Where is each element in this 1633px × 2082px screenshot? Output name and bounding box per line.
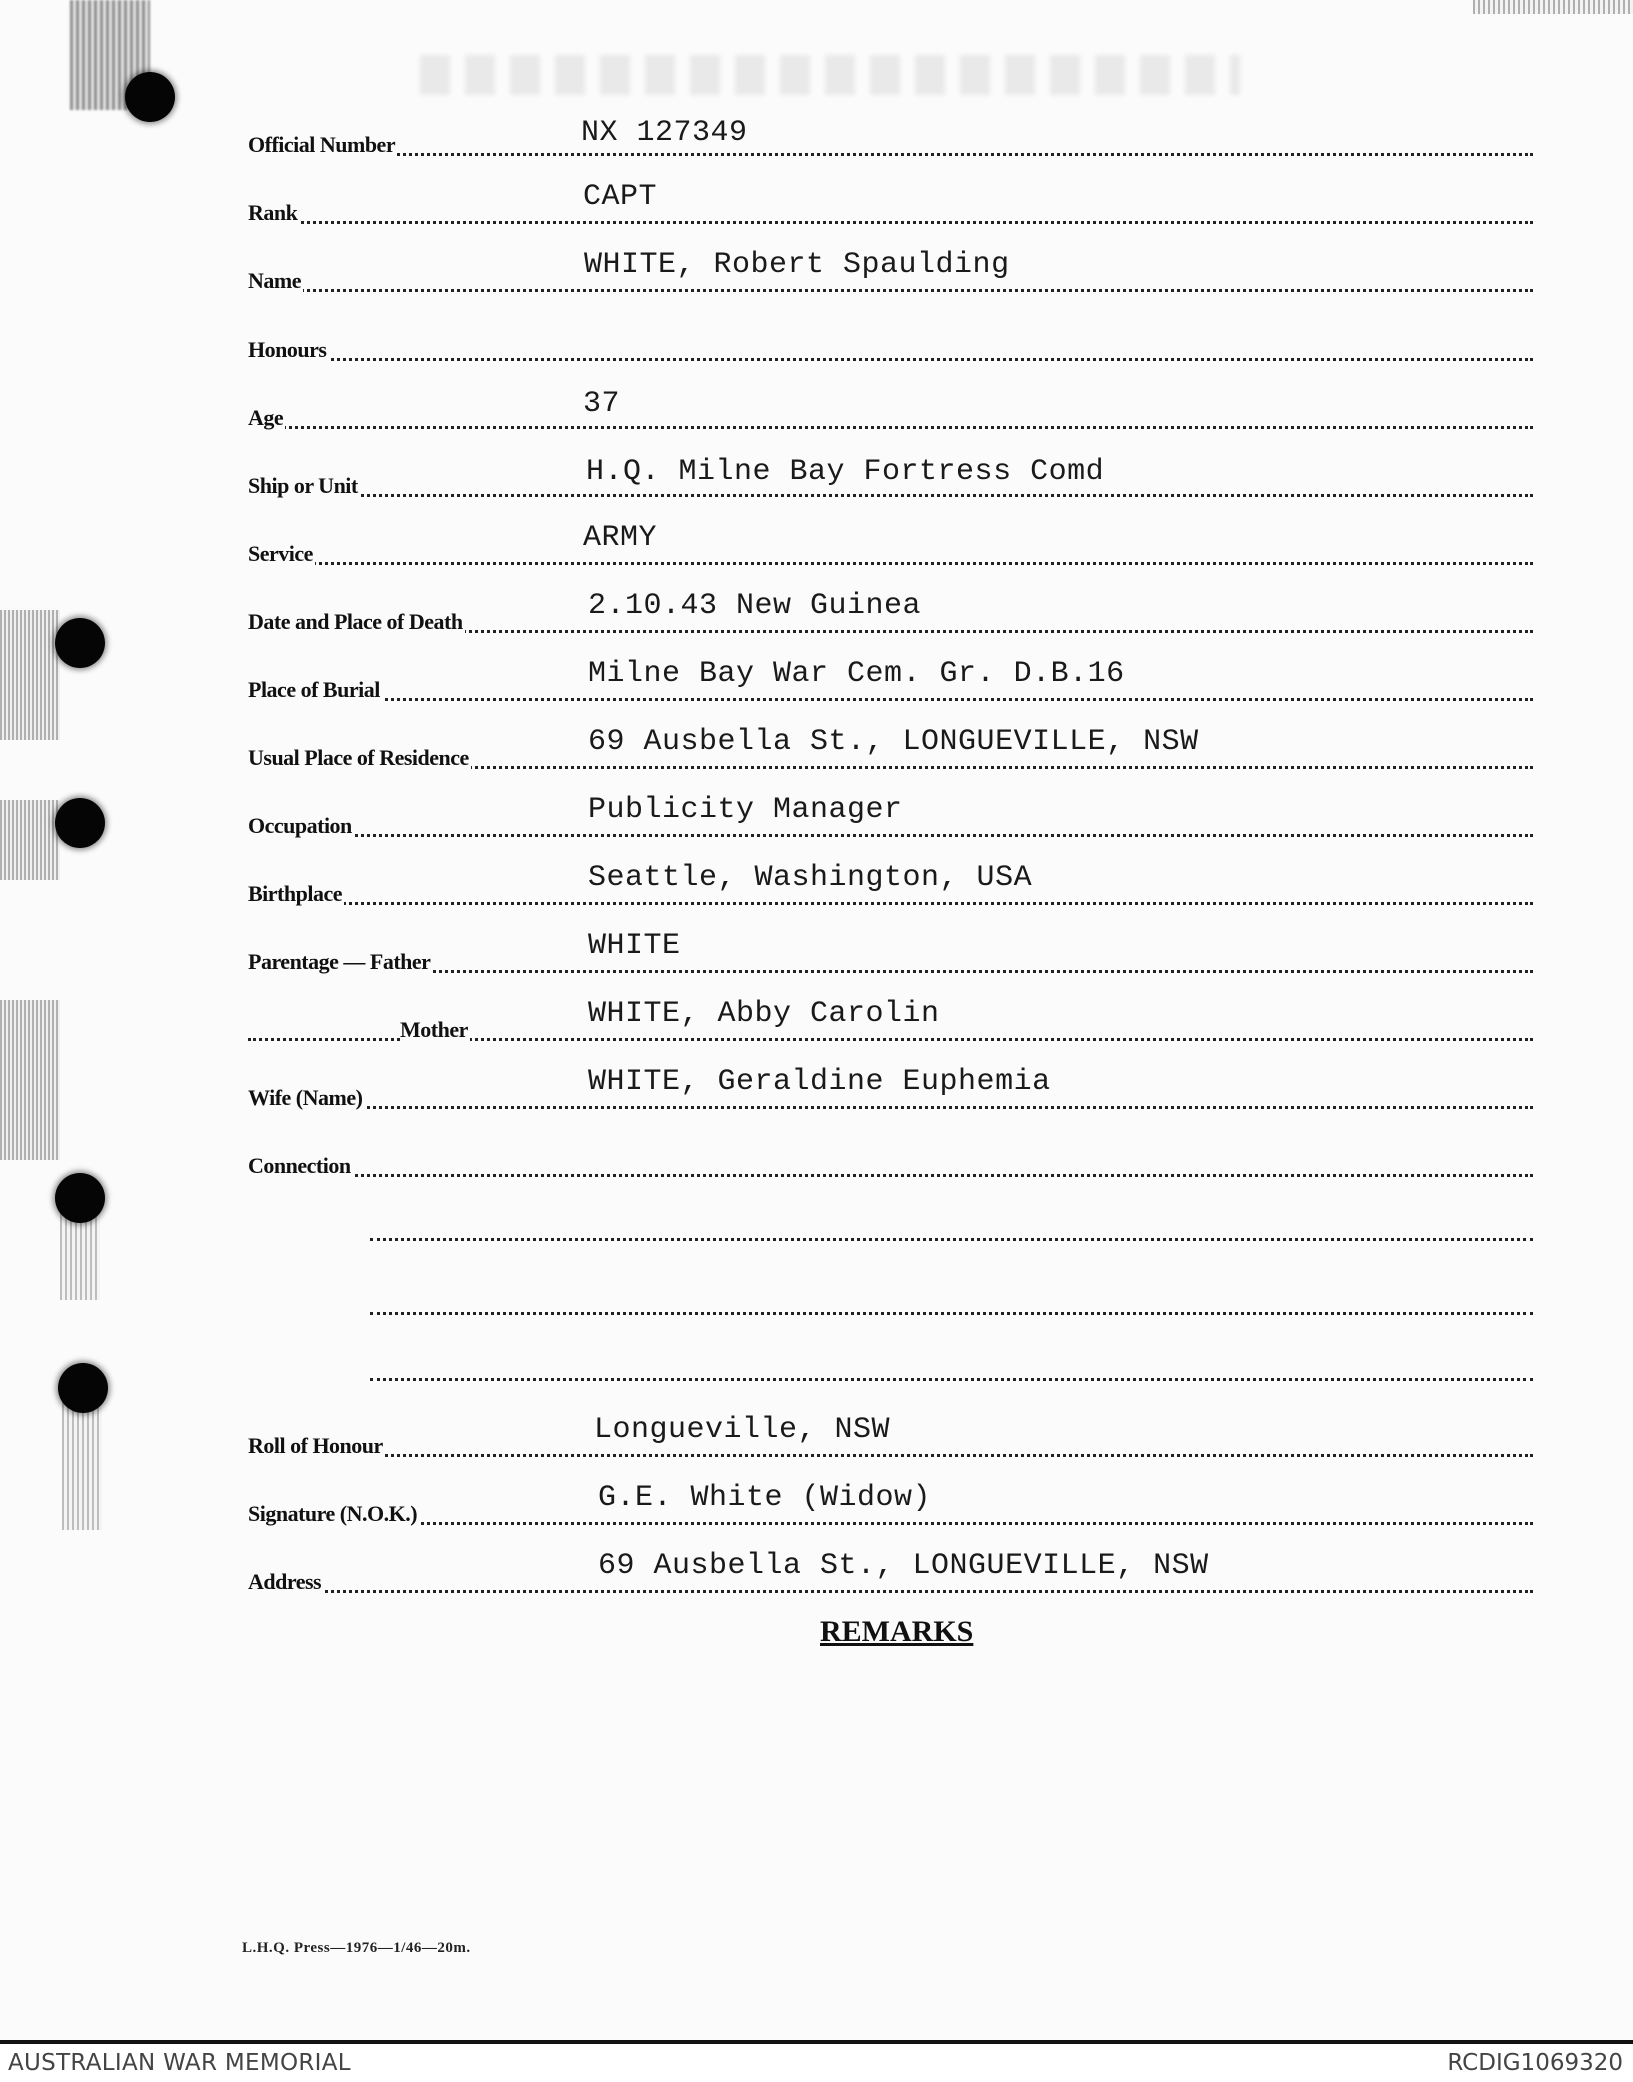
field-label: Rank xyxy=(248,200,298,225)
dotted-rule xyxy=(370,1312,1533,1315)
field-value: Seattle, Washington, USA xyxy=(588,861,1033,895)
punch-hole xyxy=(55,618,105,668)
form-row-roll-of-honour xyxy=(248,1413,1533,1461)
punch-hole xyxy=(125,72,175,122)
dotted-rule xyxy=(370,1378,1533,1381)
dotted-rule xyxy=(248,1522,1533,1525)
field-value: ARMY xyxy=(583,521,658,555)
dotted-rule xyxy=(248,1590,1533,1593)
form-row-connection xyxy=(248,1141,1533,1181)
scan-smudge xyxy=(0,610,60,740)
dotted-rule xyxy=(248,153,1533,156)
field-label: Birthplace xyxy=(248,881,342,906)
dotted-rule xyxy=(248,562,1533,565)
form-row-parentage-mother xyxy=(248,997,1533,1045)
footer-record-id: RCDIG1069320 xyxy=(1447,2050,1623,2076)
field-value: WHITE, Geraldine Euphemia xyxy=(588,1065,1051,1099)
field-value: G.E. White (Widow) xyxy=(598,1481,932,1515)
field-label: Occupation xyxy=(248,813,352,838)
form-row-usual-place-of-residence xyxy=(248,725,1533,773)
form-row-place-of-burial xyxy=(248,657,1533,705)
form-row-official-number xyxy=(248,116,1533,160)
scan-smudge xyxy=(0,800,60,880)
field-value: WHITE, Robert Spaulding xyxy=(584,248,1010,282)
field-label: Date and Place of Death xyxy=(248,609,463,634)
field-label: Name xyxy=(248,268,301,293)
field-value: CAPT xyxy=(583,180,658,214)
field-value: 2.10.43 New Guinea xyxy=(588,589,922,623)
field-value: 37 xyxy=(583,387,621,421)
field-label: Address xyxy=(248,1569,322,1594)
field-label: Signature (N.O.K.) xyxy=(248,1501,418,1526)
field-value: 69 Ausbella St., LONGUEVILLE, NSW xyxy=(598,1549,1209,1583)
field-label: Mother xyxy=(400,1017,468,1042)
dotted-rule xyxy=(248,221,1533,224)
dotted-rule xyxy=(370,1238,1533,1241)
form-row-ship-or-unit xyxy=(248,455,1533,501)
dotted-rule xyxy=(248,289,1533,292)
field-label: Age xyxy=(248,405,284,430)
field-value: WHITE xyxy=(588,929,681,963)
field-value: WHITE, Abby Carolin xyxy=(588,997,940,1031)
field-label: Connection xyxy=(248,1153,351,1178)
footer-institution: AUSTRALIAN WAR MEMORIAL xyxy=(8,2050,351,2076)
field-value: 69 Ausbella St., LONGUEVILLE, NSW xyxy=(588,725,1199,759)
form-row-rank xyxy=(248,180,1533,228)
dotted-rule xyxy=(248,902,1533,905)
form-row-parentage-father xyxy=(248,929,1533,977)
field-label: Wife (Name) xyxy=(248,1085,363,1110)
dotted-rule xyxy=(248,426,1533,429)
field-value: NX 127349 xyxy=(581,116,748,150)
remarks-heading: REMARKS xyxy=(820,1615,974,1648)
punch-hole xyxy=(55,798,105,848)
form-row-occupation xyxy=(248,793,1533,841)
form-row-name xyxy=(248,248,1533,296)
dotted-rule xyxy=(248,970,1533,973)
field-label: Official Number xyxy=(248,132,396,157)
printer-mark: L.H.Q. Press—1976—1/46—20m. xyxy=(242,1940,471,1956)
form-row-date-place-of-death xyxy=(248,589,1533,637)
field-label: Ship or Unit xyxy=(248,473,358,498)
dotted-rule xyxy=(248,1106,1533,1109)
field-value: H.Q. Milne Bay Fortress Comd xyxy=(586,455,1105,489)
faded-header-text xyxy=(420,55,1240,95)
scan-smudge xyxy=(0,1000,60,1160)
field-value: Longueville, NSW xyxy=(594,1413,891,1447)
form-row-address xyxy=(248,1549,1533,1597)
scan-smudge xyxy=(1473,0,1633,14)
scan-smudge xyxy=(60,1210,100,1300)
dotted-rule xyxy=(248,358,1533,361)
field-value: Publicity Manager xyxy=(588,793,903,827)
dotted-rule xyxy=(248,494,1533,497)
form-row-wife xyxy=(248,1065,1533,1113)
dotted-rule xyxy=(248,1174,1533,1177)
dotted-rule xyxy=(248,698,1533,701)
field-label: Roll of Honour xyxy=(248,1433,383,1458)
form-row-service xyxy=(248,521,1533,569)
dotted-rule xyxy=(248,1454,1533,1457)
field-label: Honours xyxy=(248,337,327,362)
footer-rule xyxy=(0,2040,1633,2044)
field-label: Usual Place of Residence xyxy=(248,745,469,770)
form-row-age xyxy=(248,387,1533,433)
form-row-birthplace xyxy=(248,861,1533,909)
dotted-rule xyxy=(248,834,1533,837)
field-label: Service xyxy=(248,541,313,566)
form-row-honours xyxy=(248,325,1533,365)
field-label: Place of Burial xyxy=(248,677,380,702)
field-value: Milne Bay War Cem. Gr. D.B.16 xyxy=(588,657,1125,691)
field-label: Parentage — Father xyxy=(248,949,431,974)
form-row-signature xyxy=(248,1481,1533,1529)
scan-smudge xyxy=(62,1400,102,1530)
